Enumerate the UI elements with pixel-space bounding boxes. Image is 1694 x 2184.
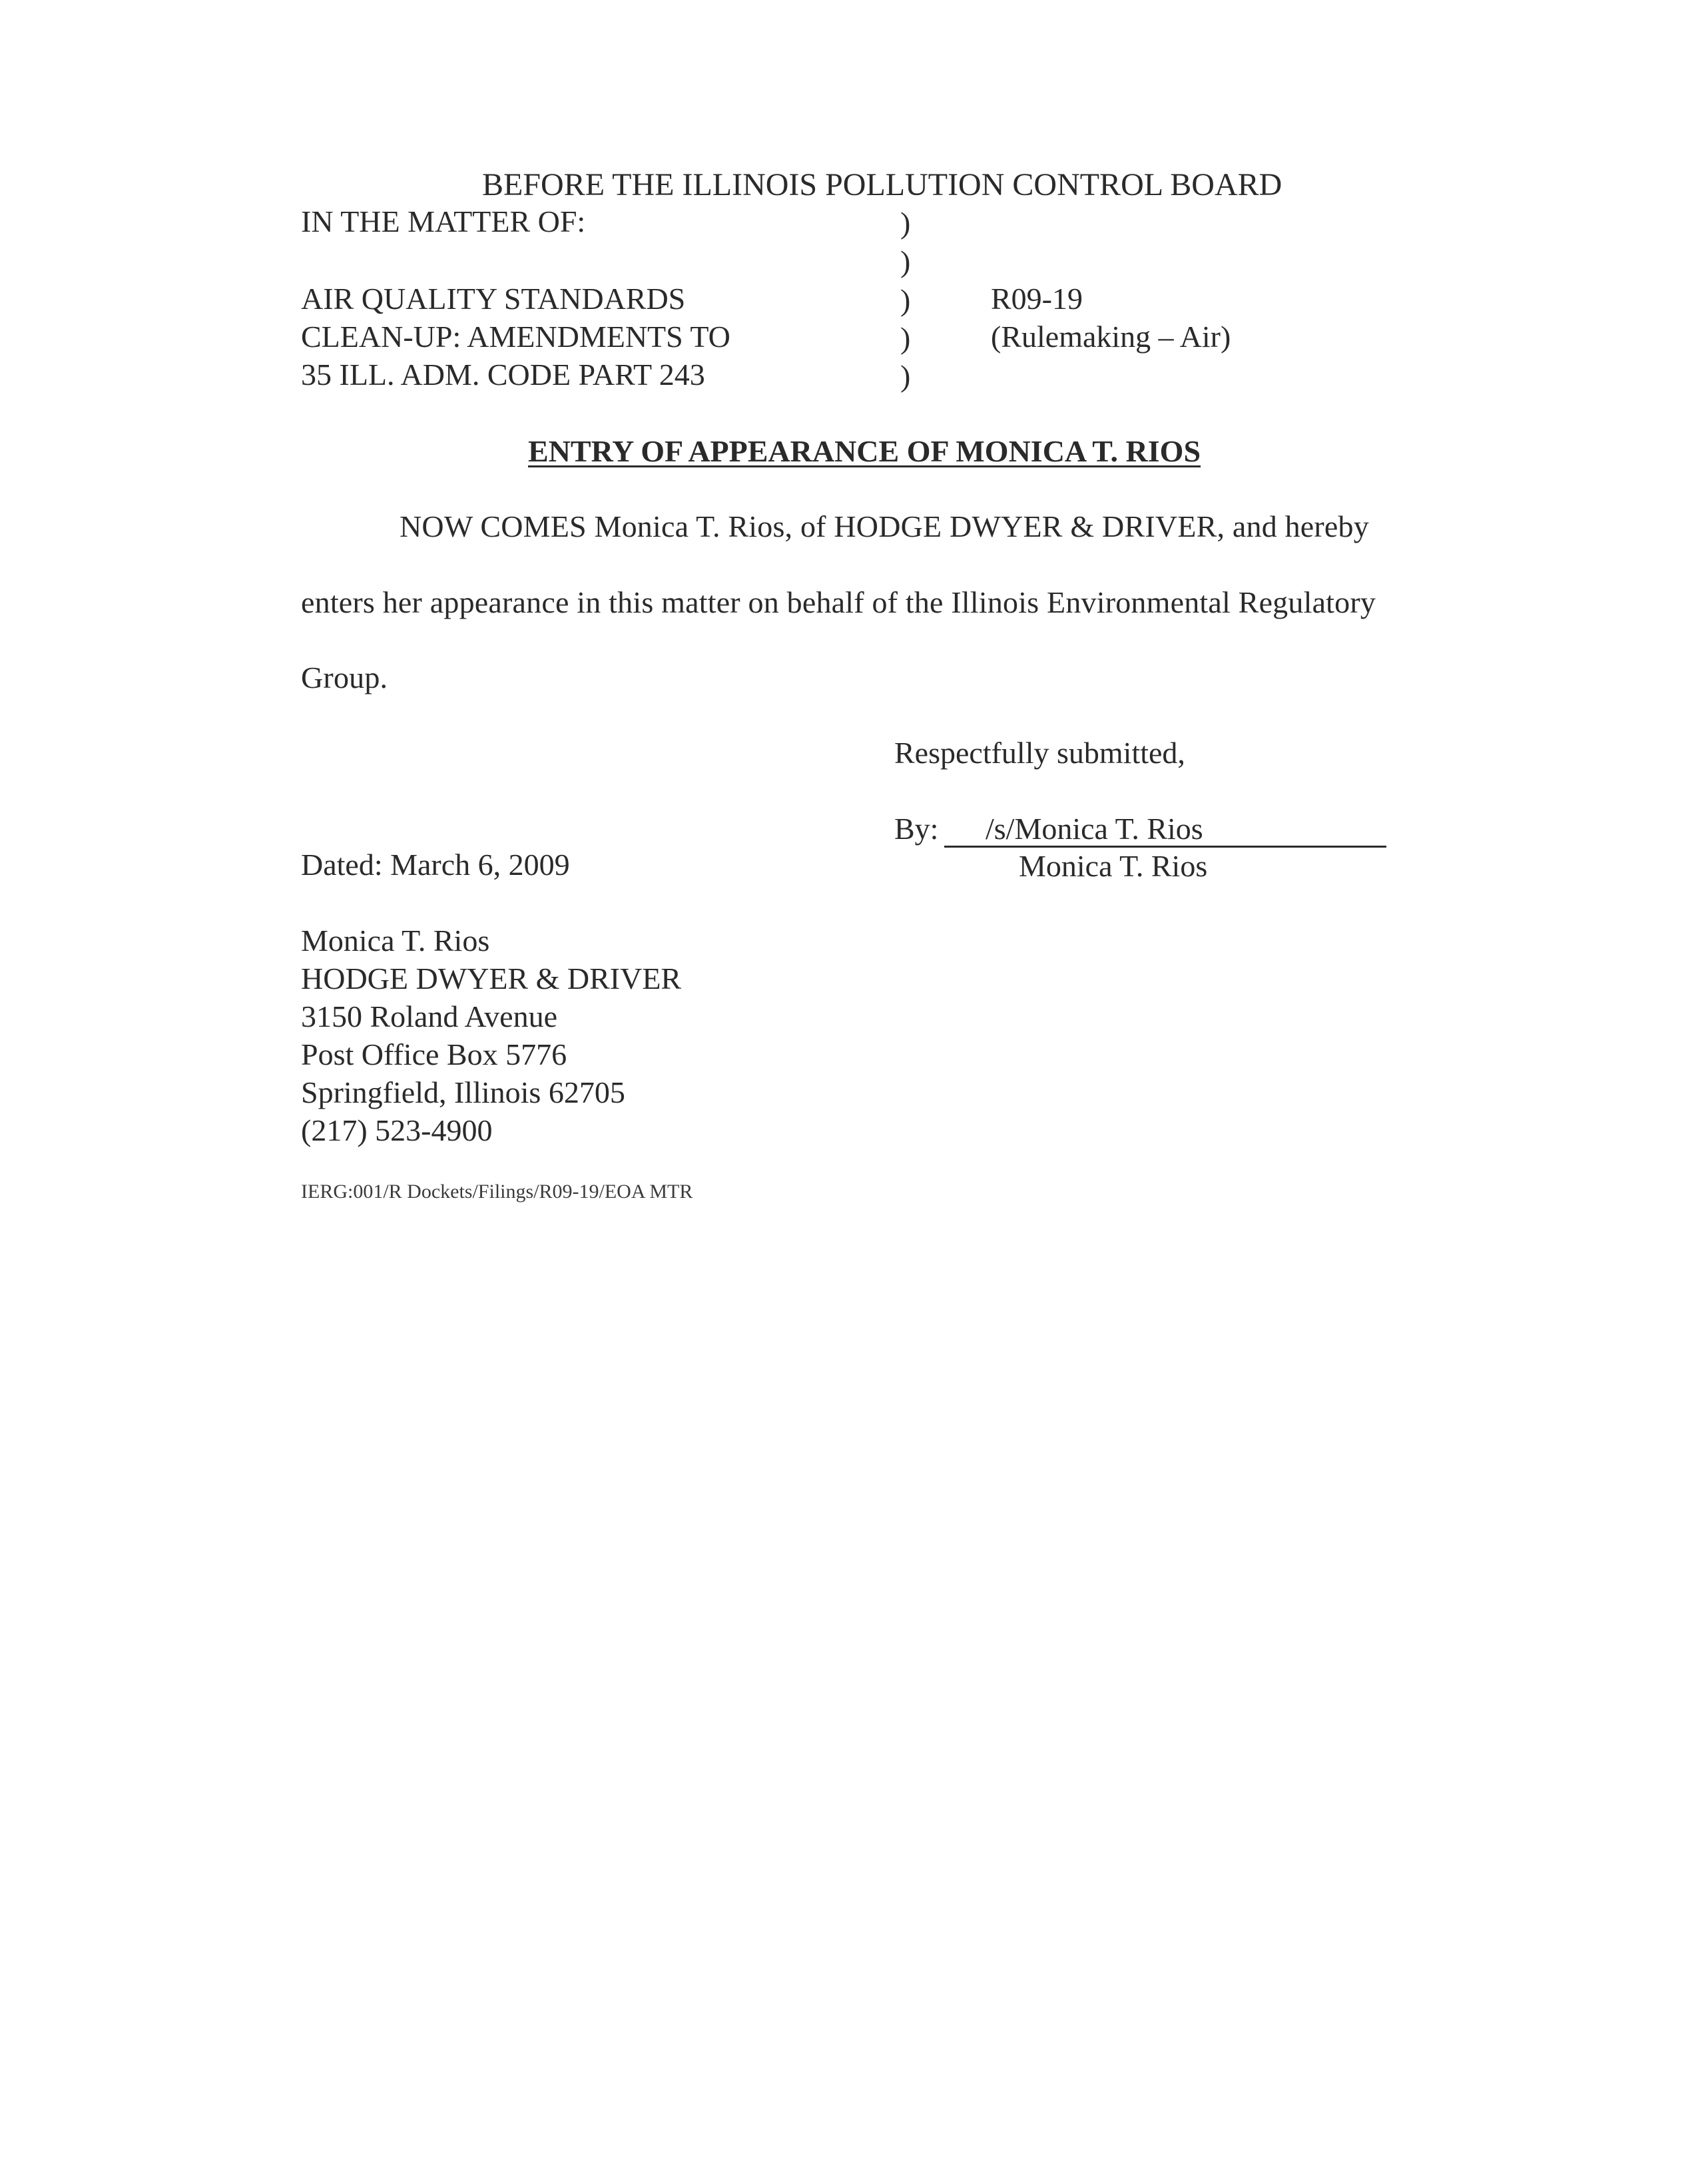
caption-line-matter: IN THE MATTER OF:: [301, 204, 586, 238]
signature-line: [944, 846, 1386, 848]
contact-firm: HODGE DWYER & DRIVER: [301, 961, 682, 995]
contact-phone: (217) 523-4900: [301, 1113, 493, 1147]
contact-po-box: Post Office Box 5776: [301, 1037, 567, 1071]
contact-city: Springfield, Illinois 62705: [301, 1075, 625, 1109]
board-heading: BEFORE THE ILLINOIS POLLUTION CONTROL BOARD: [482, 167, 1282, 202]
caption-line-subject-1: AIR QUALITY STANDARDS: [301, 282, 686, 316]
document-title: ENTRY OF APPEARANCE OF MONICA T. RIOS: [528, 434, 1201, 468]
body-line: NOW COMES Monica T. Rios, of HODGE DWYER & DRIVER, and hereby: [400, 509, 1369, 543]
docket-type: (Rulemaking – Air): [991, 320, 1231, 354]
body-line: Group.: [301, 661, 388, 694]
by-label: By:: [894, 812, 939, 846]
date-line: Dated: March 6, 2009: [301, 848, 570, 882]
caption-paren: ): [900, 359, 911, 393]
electronic-signature: /s/Monica T. Rios: [986, 812, 1203, 846]
caption-paren: ): [900, 283, 911, 317]
caption-paren: ): [900, 206, 911, 240]
caption-line-subject-3: 35 ILL. ADM. CODE PART 243: [301, 358, 705, 392]
contact-street: 3150 Roland Avenue: [301, 999, 557, 1033]
closing-text: Respectfully submitted,: [894, 736, 1185, 770]
printed-name: Monica T. Rios: [1019, 849, 1208, 883]
caption-line-subject-2: CLEAN-UP: AMENDMENTS TO: [301, 320, 730, 354]
docket-number: R09-19: [991, 282, 1083, 316]
contact-name: Monica T. Rios: [301, 924, 490, 957]
caption-paren: ): [900, 244, 911, 278]
body-line: enters her appearance in this matter on behalf of the Illinois Environmental Regulatory: [301, 585, 1376, 619]
file-reference: IERG:001/R Dockets/Filings/R09-19/EOA MTR: [301, 1181, 693, 1203]
caption-paren: ): [900, 321, 911, 355]
